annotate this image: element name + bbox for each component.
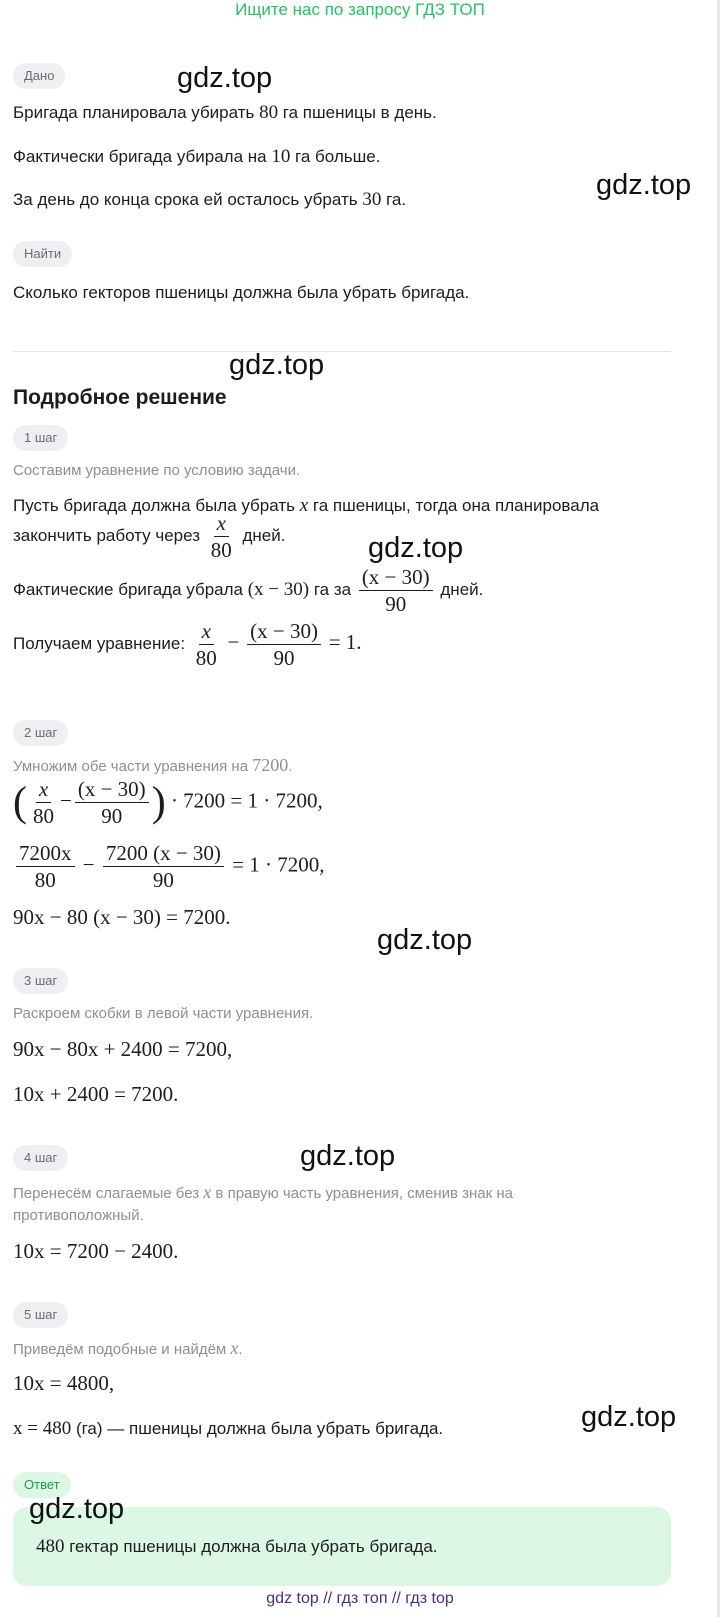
answer-text: 480 гектар пшеницы должна была убрать бригада. (36, 1536, 438, 1557)
fraction: $\frac{7200x}{80}$ (16, 842, 75, 891)
fraction: $\frac{x}{80}$ (210, 511, 232, 563)
given-pill: Дано (13, 63, 65, 89)
watermark: gdz.top (377, 924, 473, 956)
solution-title: Подробное решение (13, 386, 227, 409)
step-1-note: Составим уравнение по условию задачи. (13, 462, 301, 479)
watermark: gdz.top (581, 1401, 677, 1433)
watermark: gdz.top (300, 1140, 396, 1172)
step-1-line-2: закончить работу через $\frac{x}{80}$ дней. (13, 511, 286, 563)
step-3-note: Раскроем скобки в левой части уравнения. (13, 1005, 314, 1022)
step-2-note: Умножим обе части уравнения на 7200. (13, 755, 293, 775)
step-3-pill: 3 шаг (13, 968, 68, 994)
step-4-equation-1: 10x = 7200 − 2400. (13, 1239, 179, 1263)
watermark: gdz.top (368, 532, 464, 564)
watermark: gdz.top (29, 1493, 125, 1525)
step-4-pill: 4 шаг (13, 1145, 68, 1171)
step-2-pill: 2 шаг (13, 720, 68, 746)
given-line-3: За день до конца срока ей осталось убрать 30 га. (13, 189, 407, 210)
step-1-line-4: Получаем уравнение: $\frac{x}{80}$ − $\frac{(x - 30)}{90}$ = 1. (13, 619, 362, 671)
step-4-note-line-2: противоположный. (13, 1207, 144, 1224)
watermark: gdz.top (177, 62, 273, 94)
fraction: $\frac{(x - 30)}{90}$ (75, 778, 149, 827)
fraction: $\frac{(x - 30)}{90}$ (359, 566, 433, 615)
step-5-note: Приведём подобные и найдём x. (13, 1338, 243, 1358)
step-5-result: x = 480 (га) — пшеницы должна была убрать бригада. (13, 1418, 444, 1439)
step-1-pill: 1 шаг (13, 425, 68, 451)
given-line-1: Бригада планировала убирать 80 га пшеницы в день. (13, 102, 437, 123)
step-1-line-1: Пусть бригада должна была убрать x га пшеницы, тогда она планировала (13, 495, 600, 516)
step-2-equation-3: 90x − 80 (x − 30) = 7200. (13, 905, 231, 929)
step-5-pill: 5 шаг (13, 1302, 68, 1328)
step-4-note-line-1: Перенесём слагаемые без x в правую часть уравнения, сменив знак на (13, 1182, 513, 1202)
section-divider (13, 351, 671, 352)
fraction: $\frac{7200 (x - 30)}{90}$ (103, 842, 224, 891)
step-3-equation-2: 10x + 2400 = 7200. (13, 1082, 179, 1106)
footer-links[interactable]: gdz top // гдз топ // гдз top (266, 1590, 454, 1607)
watermark: gdz.top (596, 169, 692, 201)
fraction: $\frac{x}{80}$ (33, 777, 54, 829)
fraction: $\frac{(x - 30)}{90}$ (247, 620, 321, 669)
find-text: Сколько гекторов пшеницы должна была убрать бригада. (13, 283, 470, 302)
step-3-equation-1: 90x − 80x + 2400 = 7200, (13, 1037, 233, 1061)
step-2-equation-1: ( $\frac{x}{80}$ − $\frac{(x - 30)}{90}$ ) · 7200 = 1 · 7200, (13, 777, 323, 829)
step-5-equation-1: 10x = 4800, (13, 1371, 115, 1395)
step-2-equation-2: $\frac{7200x}{80}$ − $\frac{7200 (x - 30)}{90}$ = 1 · 7200, (13, 842, 325, 891)
step-1-line-3: Фактические бригада убрала (x − 30) га за $\frac{(x - 30)}{90}$ дней. (13, 565, 484, 617)
given-line-2: Фактически бригада убирала на 10 га больше. (13, 146, 381, 167)
answer-pill: Ответ (13, 1472, 71, 1498)
search-hint-banner: Ищите нас по запросу ГДЗ ТОП (235, 0, 485, 19)
fraction: $\frac{x}{80}$ (195, 619, 217, 671)
watermark: gdz.top (229, 349, 325, 381)
find-pill: Найти (13, 241, 72, 267)
